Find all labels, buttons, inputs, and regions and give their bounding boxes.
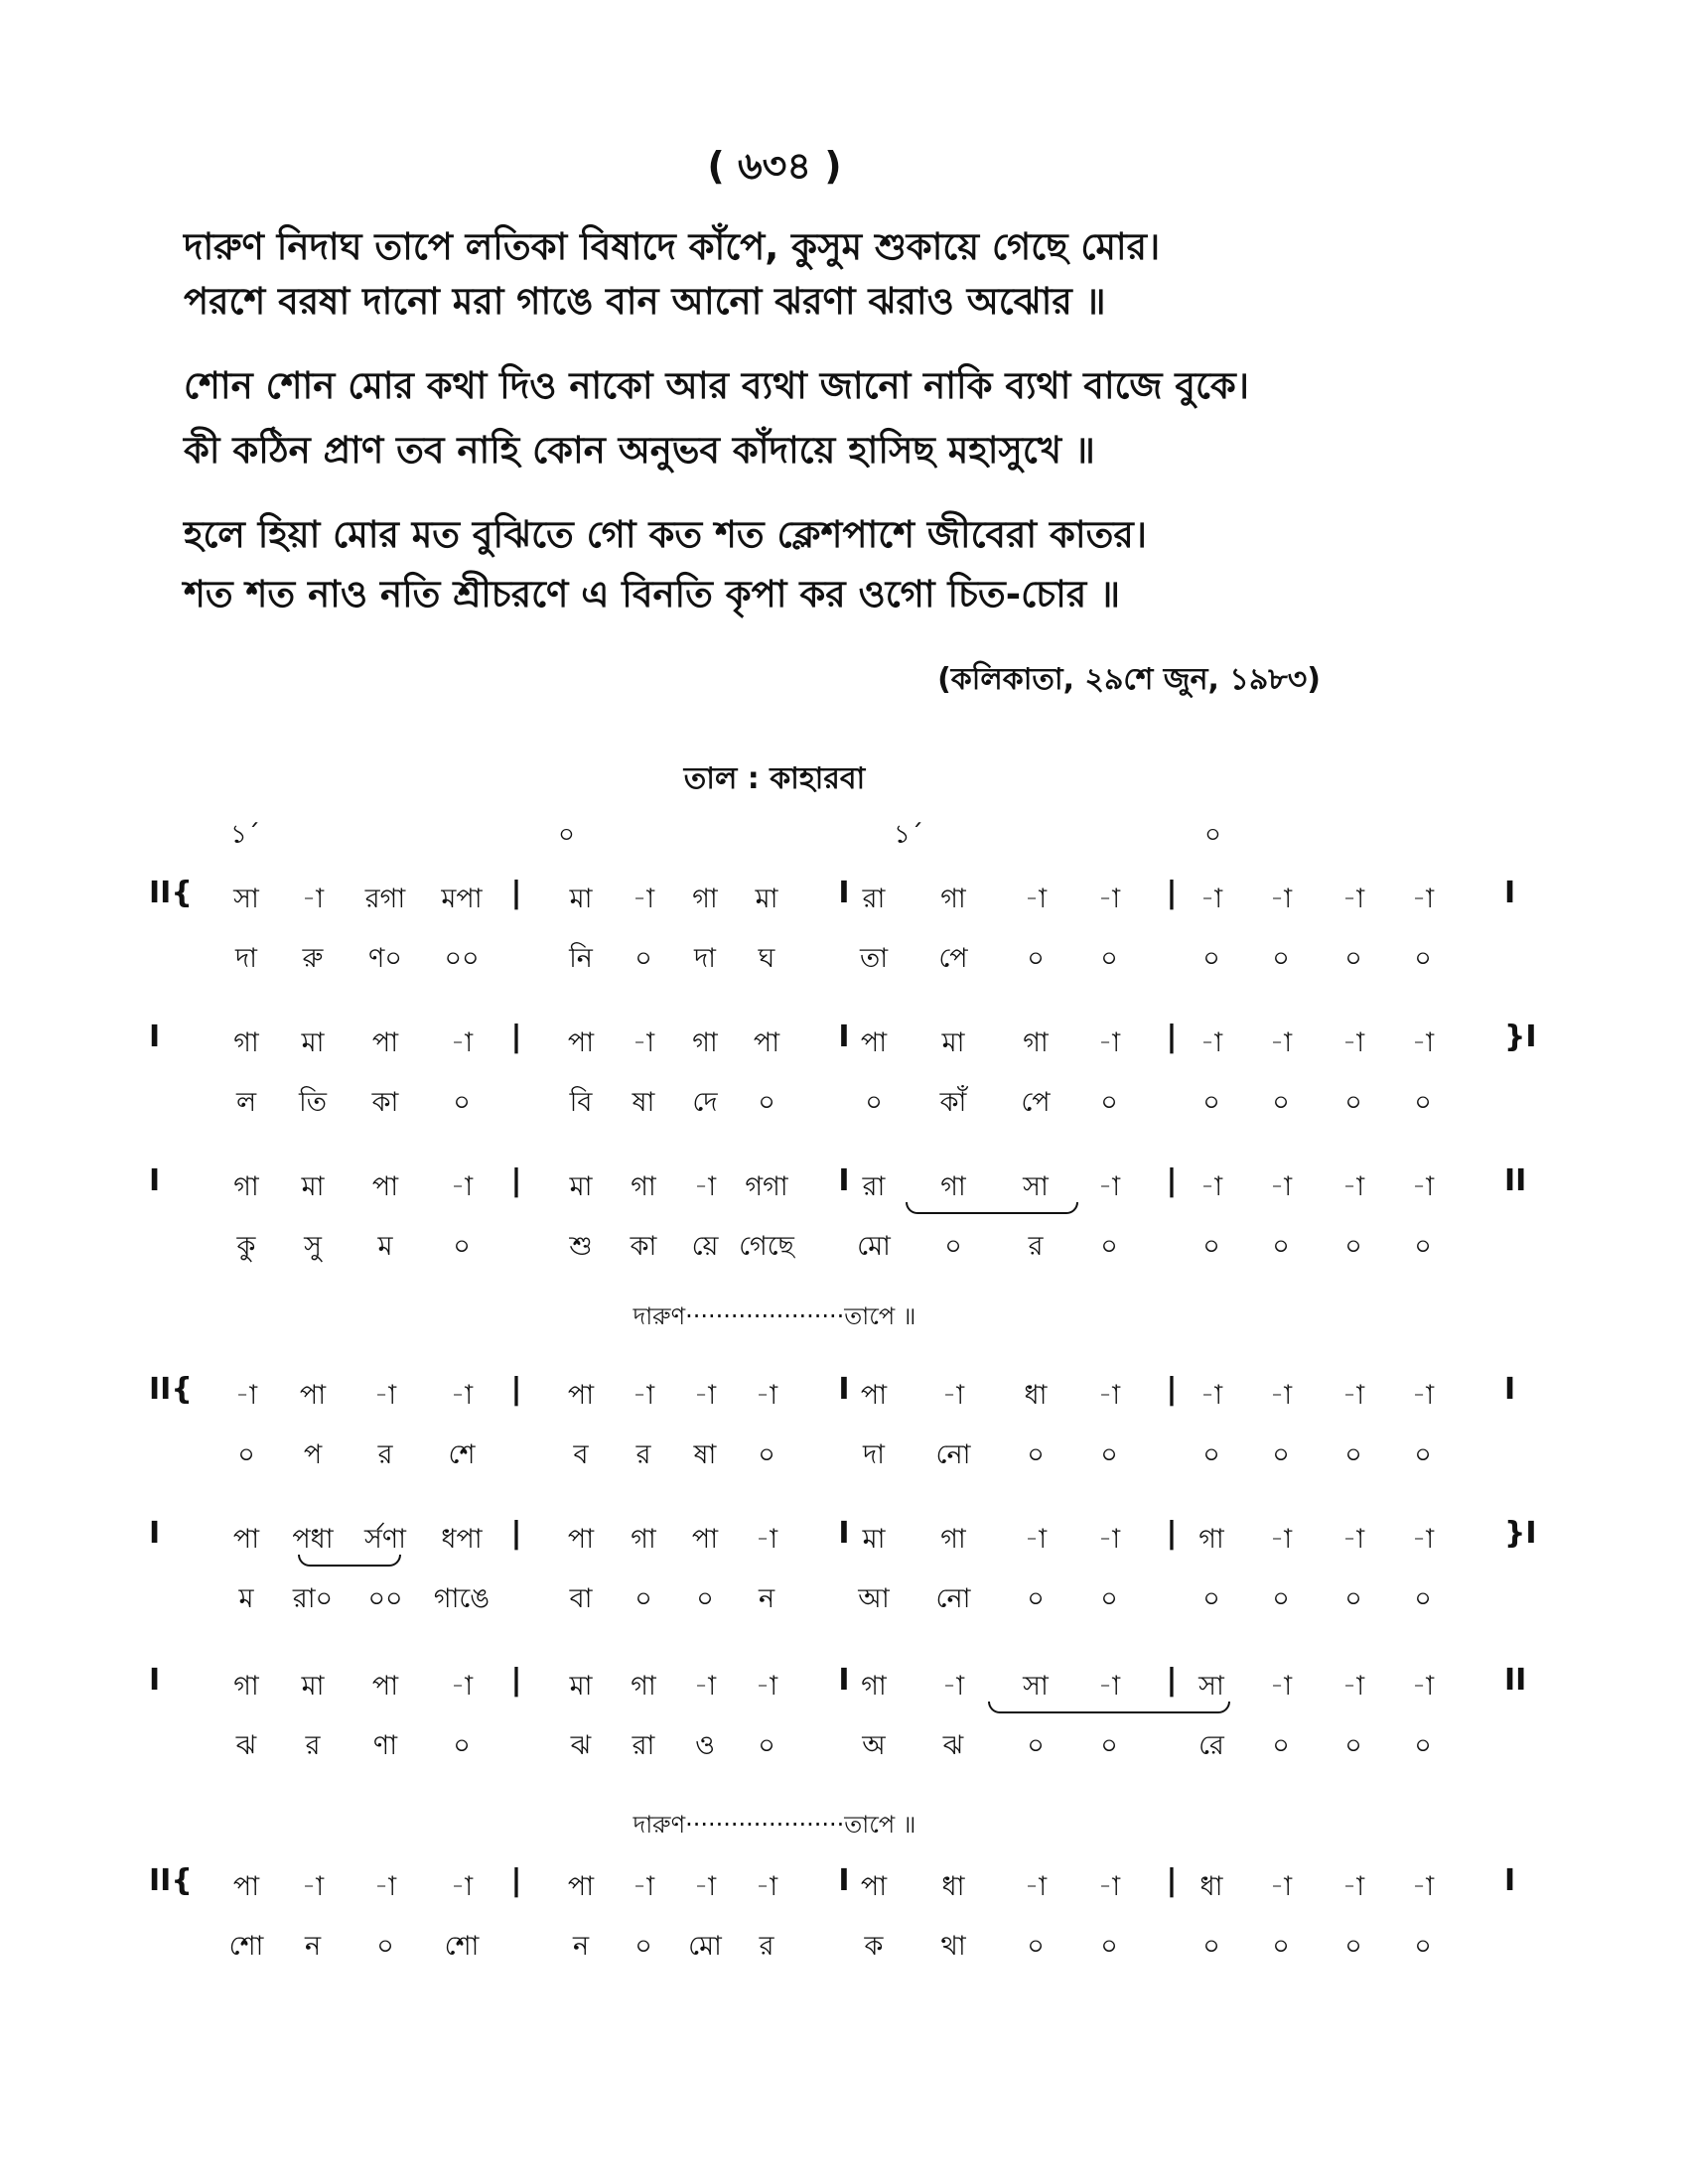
lyric-syllable: ০ xyxy=(1272,1439,1290,1470)
lyric-syllable: ০ xyxy=(1344,1231,1362,1262)
swara-note: গা xyxy=(1023,1027,1049,1058)
lyric-syllable: ০ xyxy=(1414,1231,1432,1262)
swara-note: -া xyxy=(1097,1671,1121,1702)
swara-note: -া xyxy=(1411,1171,1435,1202)
swara-note: -া xyxy=(1024,1871,1048,1902)
lyric-syllable: ০ xyxy=(1027,1583,1045,1614)
bar-line: | xyxy=(510,1516,522,1551)
lyric-syllable: ০ xyxy=(634,1931,652,1962)
swara-note: -া xyxy=(1341,1027,1365,1058)
lyric-syllable: ০ xyxy=(1414,1931,1432,1962)
lyric-line: কী কঠিন প্রাণ তব নাহি কোন অনুভব কাঁদায়ে হাসিছ মহাসুখে ॥ xyxy=(184,429,1095,472)
lyric-syllable: ০ xyxy=(1344,1439,1362,1470)
bar-line: | xyxy=(1166,1863,1178,1898)
lyric-syllable: ০ xyxy=(1272,1583,1290,1614)
beat-mark: ১´ xyxy=(894,820,923,850)
swara-note: সা xyxy=(1023,1171,1049,1202)
bar-line: I xyxy=(838,1372,850,1407)
swara-note: -া xyxy=(1097,1027,1121,1058)
lyric-syllable: ও xyxy=(695,1730,715,1761)
swara-note: পা xyxy=(567,1871,595,1902)
swara-note: -া xyxy=(1411,884,1435,914)
line-end-marker: I xyxy=(1504,1372,1516,1407)
swara-note: -া xyxy=(1341,1171,1365,1202)
swara-note: পা xyxy=(567,1027,595,1058)
swara-note: -া xyxy=(301,884,325,914)
lyric-line: শত শত নাও নতি শ্রীচরণে এ বিনতি কৃপা কর ওগো চিত-চোর ॥ xyxy=(184,573,1121,615)
refrain-marker: দারুণ·····················তাপে ॥ xyxy=(633,1302,916,1330)
lyric-syllable: ০০ xyxy=(367,1583,403,1614)
lyric-syllable: ণ০ xyxy=(368,943,402,974)
lyric-syllable: গাঙে xyxy=(433,1583,491,1614)
swara-note: -া xyxy=(1199,1380,1223,1411)
swara-note: -া xyxy=(450,1871,474,1902)
lyric-syllable: ব xyxy=(573,1439,589,1470)
swara-note: -া xyxy=(1024,1524,1048,1555)
lyric-syllable: দা xyxy=(234,943,258,974)
lyric-syllable: ০ xyxy=(1344,943,1362,974)
swara-note: মা xyxy=(301,1671,325,1702)
lyric-syllable: সু xyxy=(304,1231,322,1262)
swara-note: গা xyxy=(940,1171,966,1202)
lyric-syllable: দে xyxy=(692,1087,718,1118)
swara-note: -া xyxy=(632,1380,655,1411)
lyric-syllable: শে xyxy=(448,1439,476,1470)
lyric-syllable: ০ xyxy=(944,1231,962,1262)
lyric-syllable: ০ xyxy=(634,943,652,974)
swara-note: পা xyxy=(860,1380,888,1411)
bar-line: I xyxy=(838,876,850,910)
lyric-syllable: ০ xyxy=(1100,1231,1118,1262)
line-end-marker: I xyxy=(1504,1863,1516,1898)
swara-note: -া xyxy=(632,884,655,914)
swara-note: -া xyxy=(450,1027,474,1058)
lyric-syllable: ০ xyxy=(453,1730,471,1761)
line-start-marker: I xyxy=(149,1163,161,1198)
lyric-syllable: ন xyxy=(572,1931,590,1962)
swara-note: -া xyxy=(1097,1171,1121,1202)
swara-note: গা xyxy=(940,1524,966,1555)
lyric-syllable: র xyxy=(1028,1231,1044,1262)
lyric-syllable: ০ xyxy=(1202,1583,1220,1614)
bar-line: | xyxy=(1166,1372,1178,1407)
bar-line: | xyxy=(1166,1163,1178,1198)
line-end-marker: II xyxy=(1504,1163,1527,1198)
swara-note: গা xyxy=(1198,1524,1224,1555)
swara-note: -া xyxy=(1269,884,1293,914)
swara-note: মা xyxy=(862,1524,886,1555)
lyric-syllable: ০ xyxy=(758,1439,775,1470)
bar-line: | xyxy=(510,1020,522,1054)
lyric-syllable: ০ xyxy=(1272,1231,1290,1262)
beat-mark: ১´ xyxy=(230,820,260,850)
lyric-syllable: প xyxy=(303,1439,323,1470)
lyric-syllable: আ xyxy=(858,1583,890,1614)
swara-note: পা xyxy=(232,1871,260,1902)
meend-slur xyxy=(988,1702,1230,1713)
bar-line: I xyxy=(838,1663,850,1698)
swara-note: মা xyxy=(941,1027,965,1058)
lyric-syllable: বা xyxy=(569,1583,593,1614)
meend-slur xyxy=(298,1555,401,1567)
swara-note: গগা xyxy=(745,1171,788,1202)
lyric-syllable: ০ xyxy=(634,1583,652,1614)
swara-note: পা xyxy=(691,1524,719,1555)
swara-note: -া xyxy=(1411,1871,1435,1902)
swara-note: -া xyxy=(1341,1524,1365,1555)
swara-note: -া xyxy=(234,1380,258,1411)
swara-note: সা xyxy=(1023,1671,1049,1702)
swara-note: ধা xyxy=(1024,1380,1048,1411)
swara-note: -া xyxy=(755,1871,778,1902)
lyric-syllable: ম xyxy=(238,1583,254,1614)
lyric-syllable: ০ xyxy=(1414,1087,1432,1118)
lyric-syllable: ০ xyxy=(1027,943,1045,974)
swara-note: ধা xyxy=(1199,1871,1223,1902)
lyric-syllable: বি xyxy=(569,1087,593,1118)
lyric-syllable: নো xyxy=(935,1583,971,1614)
lyric-syllable: ০ xyxy=(1202,1087,1220,1118)
lyric-syllable: ০ xyxy=(1414,1439,1432,1470)
lyric-syllable: গেছে xyxy=(739,1231,794,1262)
bar-line: I xyxy=(838,1163,850,1198)
line-start-marker: II{ xyxy=(149,1863,193,1898)
lyric-syllable: ০০ xyxy=(444,943,480,974)
lyric-syllable: ০ xyxy=(1344,1583,1362,1614)
swara-note: পা xyxy=(371,1171,399,1202)
lyric-syllable: দা xyxy=(862,1439,886,1470)
swara-note: -া xyxy=(755,1671,778,1702)
line-start-marker: I xyxy=(149,1020,161,1054)
lyric-syllable: ০ xyxy=(1100,1931,1118,1962)
lyric-syllable: শু xyxy=(569,1231,593,1262)
lyric-syllable: ০ xyxy=(1344,1730,1362,1761)
lyric-syllable: পে xyxy=(938,943,968,974)
lyric-syllable: ০ xyxy=(1027,1439,1045,1470)
swara-note: -া xyxy=(1097,1524,1121,1555)
lyric-syllable: ন xyxy=(304,1931,322,1962)
swara-note: -া xyxy=(1097,884,1121,914)
lyric-syllable: ০ xyxy=(376,1931,394,1962)
lyric-syllable: কা xyxy=(371,1087,399,1118)
lyric-syllable: র xyxy=(377,1439,393,1470)
lyric-syllable: ০ xyxy=(1202,943,1220,974)
lyric-syllable: ০ xyxy=(1344,1931,1362,1962)
swara-note: সা xyxy=(233,884,259,914)
lyric-syllable: ০ xyxy=(758,1087,775,1118)
swara-note: -া xyxy=(693,1380,717,1411)
lyric-line: দারুণ নিদাঘ তাপে লতিকা বিষাদে কাঁপে, কুসুম শুকায়ে গেছে মোর। xyxy=(184,225,1161,268)
lyric-syllable: ০ xyxy=(1202,1439,1220,1470)
lyric-syllable: ০ xyxy=(1202,1931,1220,1962)
bar-line: | xyxy=(510,876,522,910)
lyric-syllable: ০ xyxy=(1027,1931,1045,1962)
lyric-syllable: নো xyxy=(935,1439,971,1470)
swara-note: মা xyxy=(301,1171,325,1202)
swara-note: -া xyxy=(1341,1380,1365,1411)
swara-note: গা xyxy=(692,884,718,914)
lyric-line: পরশে বরষা দানো মরা গাঙে বান আনো ঝরণা ঝরাও অঝোর ॥ xyxy=(184,280,1106,323)
lyric-syllable: ঝ xyxy=(942,1730,964,1761)
lyric-syllable: থা xyxy=(940,1931,966,1962)
swara-note: গা xyxy=(631,1171,656,1202)
page-number: ( ৬৩৪ ) xyxy=(707,144,842,188)
swara-note: মা xyxy=(569,884,593,914)
bar-line: | xyxy=(510,1863,522,1898)
bar-line: | xyxy=(1166,876,1178,910)
swara-note: -া xyxy=(1411,1524,1435,1555)
swara-note: পধা xyxy=(292,1524,334,1555)
lyric-syllable: ০ xyxy=(1272,1087,1290,1118)
swara-note: -া xyxy=(1269,1524,1293,1555)
lyric-syllable: ০ xyxy=(1414,1730,1432,1761)
swara-note: রগা xyxy=(364,884,406,914)
swara-note: -া xyxy=(1269,1027,1293,1058)
lyric-syllable: ০ xyxy=(1100,1730,1118,1761)
lyric-syllable: ষা xyxy=(632,1087,655,1118)
bar-line: | xyxy=(1166,1020,1178,1054)
line-end-marker: }I xyxy=(1504,1020,1537,1054)
swara-note: -া xyxy=(1341,884,1365,914)
swara-note: -া xyxy=(693,1171,717,1202)
swara-note: -া xyxy=(1199,884,1223,914)
line-start-marker: II{ xyxy=(149,876,193,910)
swara-note: -া xyxy=(1097,1380,1121,1411)
lyric-syllable: ০ xyxy=(1100,1583,1118,1614)
swara-note: -া xyxy=(1341,1871,1365,1902)
lyric-syllable: কাঁ xyxy=(939,1087,967,1118)
lyric-syllable: কু xyxy=(236,1231,256,1262)
swara-note: রা xyxy=(862,884,886,914)
lyric-syllable: র xyxy=(635,1439,651,1470)
lyric-syllable: শো xyxy=(228,1931,264,1962)
bar-line: I xyxy=(838,1516,850,1551)
beat-mark: ০ xyxy=(1204,820,1221,850)
lyric-syllable: ০ xyxy=(1100,943,1118,974)
swara-note: গা xyxy=(631,1671,656,1702)
line-start-marker: I xyxy=(149,1516,161,1551)
swara-note: -া xyxy=(1024,884,1048,914)
swara-note: -া xyxy=(1411,1671,1435,1702)
lyric-syllable: রু xyxy=(302,943,324,974)
lyric-syllable: ০ xyxy=(865,1087,883,1118)
refrain-marker: দারুণ·····················তাপে ॥ xyxy=(633,1811,916,1839)
lyric-syllable: রা০ xyxy=(292,1583,334,1614)
lyric-syllable: ঝ xyxy=(570,1730,592,1761)
bar-line: | xyxy=(510,1163,522,1198)
swara-note: পা xyxy=(232,1524,260,1555)
swara-note: -া xyxy=(1269,1871,1293,1902)
lyric-syllable: ষা xyxy=(693,1439,717,1470)
swara-note: গা xyxy=(692,1027,718,1058)
swara-note: গা xyxy=(233,1171,259,1202)
lyric-syllable: রে xyxy=(1198,1730,1224,1761)
lyric-syllable: নি xyxy=(569,943,593,974)
swara-note: -া xyxy=(1269,1171,1293,1202)
lyric-syllable: ঘ xyxy=(758,943,775,974)
swara-note: -া xyxy=(1269,1671,1293,1702)
lyric-syllable: ০ xyxy=(1202,1231,1220,1262)
lyric-syllable: র xyxy=(759,1931,774,1962)
beat-mark: ০ xyxy=(558,820,575,850)
tala-heading: তাল : কাহারবা xyxy=(683,761,866,796)
lyric-syllable: অ xyxy=(862,1730,886,1761)
swara-note: পা xyxy=(860,1871,888,1902)
swara-note: -া xyxy=(632,1871,655,1902)
swara-note: পা xyxy=(860,1027,888,1058)
lyric-syllable: ০ xyxy=(758,1730,775,1761)
lyric-syllable: ০ xyxy=(237,1439,255,1470)
lyric-line: শোন শোন মোর কথা দিও নাকো আর ব্যথা জানো নাকি ব্যথা বাজে বুকে। xyxy=(184,364,1249,407)
meend-slur xyxy=(906,1202,1078,1214)
swara-note: -া xyxy=(1199,1171,1223,1202)
lyric-syllable: ০ xyxy=(696,1583,714,1614)
lyric-syllable: পে xyxy=(1021,1087,1051,1118)
swara-note: মা xyxy=(569,1171,593,1202)
swara-note: -া xyxy=(941,1671,965,1702)
swara-note: গা xyxy=(861,1671,887,1702)
swara-note: সা xyxy=(1198,1671,1224,1702)
lyric-syllable: মো xyxy=(688,1931,722,1962)
lyric-syllable: ০ xyxy=(1272,1730,1290,1761)
swara-note: -া xyxy=(755,1524,778,1555)
swara-note: পা xyxy=(567,1524,595,1555)
swara-note: র্সণা xyxy=(364,1524,406,1555)
swara-note: ধপা xyxy=(441,1524,483,1555)
line-end-marker: II xyxy=(1504,1663,1527,1698)
swara-note: পা xyxy=(567,1380,595,1411)
swara-note: -া xyxy=(373,1380,397,1411)
lyric-syllable: তি xyxy=(299,1087,327,1118)
swara-note: গা xyxy=(233,1027,259,1058)
swara-note: পা xyxy=(371,1671,399,1702)
swara-note: -া xyxy=(1199,1027,1223,1058)
lyric-syllable: ০ xyxy=(1272,943,1290,974)
lyric-syllable: তা xyxy=(859,943,889,974)
swara-note: -া xyxy=(1097,1871,1121,1902)
swara-note: -া xyxy=(450,1671,474,1702)
bar-line: I xyxy=(838,1020,850,1054)
swara-note: -া xyxy=(693,1871,717,1902)
line-start-marker: II{ xyxy=(149,1372,193,1407)
lyric-syllable: ০ xyxy=(1344,1087,1362,1118)
lyric-syllable: ০ xyxy=(1100,1087,1118,1118)
swara-note: -া xyxy=(301,1871,325,1902)
lyric-syllable: ০ xyxy=(453,1087,471,1118)
swara-note: গা xyxy=(940,884,966,914)
swara-note: রা xyxy=(862,1171,886,1202)
swara-note: -া xyxy=(1341,1671,1365,1702)
swara-note: -া xyxy=(693,1671,717,1702)
swara-note: গা xyxy=(233,1671,259,1702)
line-start-marker: I xyxy=(149,1663,161,1698)
lyric-syllable: দা xyxy=(693,943,717,974)
swara-note: -া xyxy=(632,1027,655,1058)
lyric-syllable: ক xyxy=(864,1931,884,1962)
lyric-syllable: কা xyxy=(630,1231,657,1262)
bar-line: | xyxy=(1166,1663,1178,1698)
swara-note: -া xyxy=(1411,1380,1435,1411)
swara-note: -া xyxy=(450,1380,474,1411)
swara-note: মা xyxy=(755,884,778,914)
swara-note: পা xyxy=(753,1027,780,1058)
lyric-syllable: ০ xyxy=(1414,1583,1432,1614)
swara-note: -া xyxy=(1269,1380,1293,1411)
source-note: (কলিকাতা, ২৯শে জুন, ১৯৮৩) xyxy=(937,662,1321,697)
lyric-syllable: শো xyxy=(444,1931,480,1962)
line-end-marker: I xyxy=(1504,876,1516,910)
lyric-syllable: ন xyxy=(758,1583,775,1614)
swara-note: -া xyxy=(755,1380,778,1411)
lyric-syllable: ০ xyxy=(1027,1730,1045,1761)
lyric-line: হলে হিয়া মোর মত বুঝিতে গো কত শত ক্লেশপাশে জীবেরা কাতর। xyxy=(184,513,1147,556)
lyric-syllable: ০ xyxy=(1272,1931,1290,1962)
lyric-syllable: য়ে xyxy=(691,1231,719,1262)
lyric-syllable: ০ xyxy=(453,1231,471,1262)
lyric-syllable: ০ xyxy=(1414,943,1432,974)
lyric-syllable: রা xyxy=(632,1730,655,1761)
swara-note: -া xyxy=(1411,1027,1435,1058)
lyric-syllable: ণা xyxy=(372,1730,398,1761)
lyric-syllable: র xyxy=(305,1730,321,1761)
swara-note: মা xyxy=(569,1671,593,1702)
line-end-marker: }I xyxy=(1504,1516,1537,1551)
swara-note: ধা xyxy=(941,1871,965,1902)
lyric-syllable: ল xyxy=(235,1087,257,1118)
lyric-syllable: ম xyxy=(377,1231,393,1262)
swara-note: গা xyxy=(631,1524,656,1555)
swara-note: পা xyxy=(299,1380,327,1411)
lyric-syllable: মো xyxy=(857,1231,891,1262)
bar-line: | xyxy=(510,1372,522,1407)
bar-line: | xyxy=(510,1663,522,1698)
bar-line: I xyxy=(838,1863,850,1898)
swara-note: পা xyxy=(371,1027,399,1058)
swara-note: -া xyxy=(373,1871,397,1902)
swara-note: -া xyxy=(450,1171,474,1202)
lyric-syllable: ঝ xyxy=(235,1730,257,1761)
swara-note: মা xyxy=(301,1027,325,1058)
lyric-syllable: ০ xyxy=(1100,1439,1118,1470)
bar-line: | xyxy=(1166,1516,1178,1551)
swara-note: -া xyxy=(941,1380,965,1411)
swara-note: মপা xyxy=(441,884,483,914)
